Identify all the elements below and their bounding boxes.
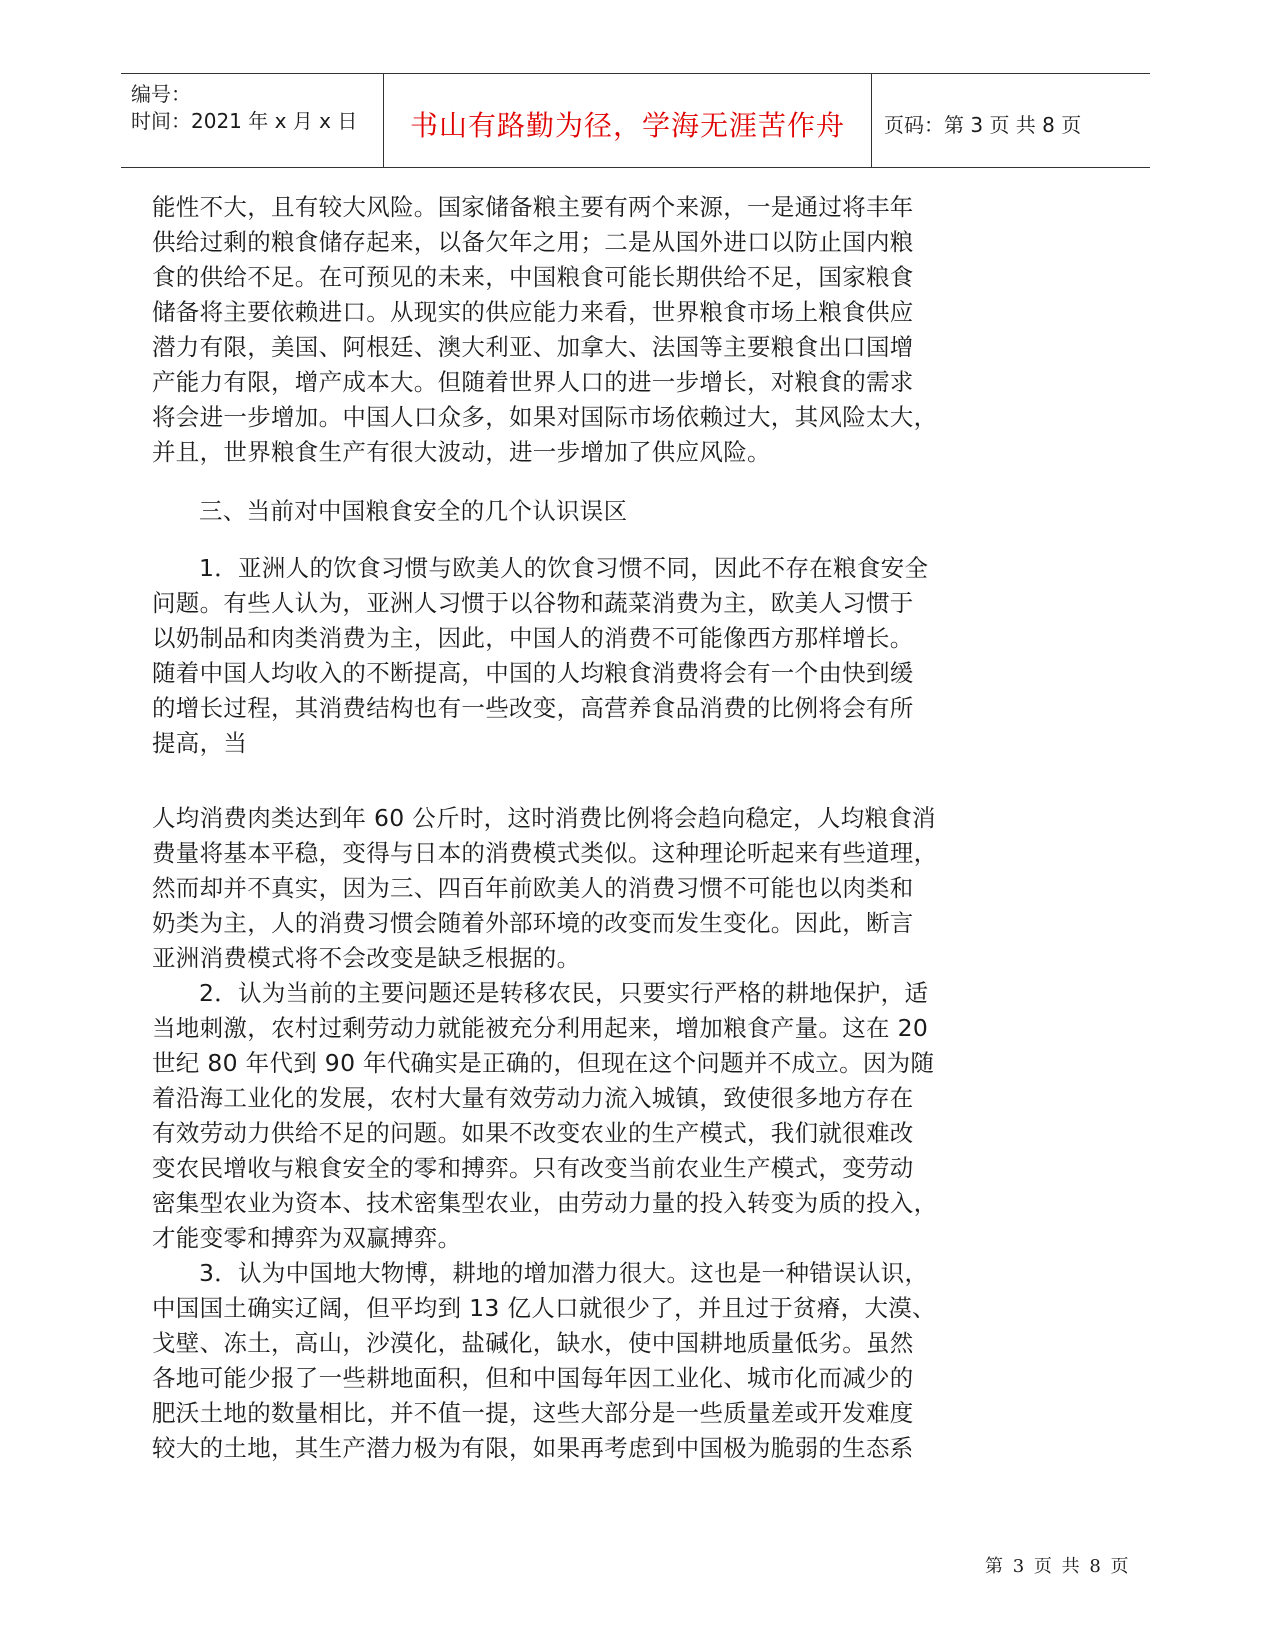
text-line: 供给过剩的粮食储存起来，以备欠年之用；二是从国外进口以防止国内粮 [152,228,914,256]
text-line: 奶类为主，人的消费习惯会随着外部环境的改变而发生变化。因此，断言 [152,909,914,937]
text-line: 食的供给不足。在可预见的未来，中国粮食可能长期供给不足，国家粮食 [152,263,914,291]
text-line: 中国国土确实辽阔，但平均到 13 亿人口就很少了，并且过于贫瘠，大漠、 [152,1294,936,1322]
text-line: 费量将基本平稳，变得与日本的消费模式类似。这种理论听起来有些道理， [152,839,938,867]
text-line: 随着中国人均收入的不断提高，中国的人均粮食消费将会有一个由快到缓 [152,659,914,687]
text-line: 当地刺激，农村过剩劳动力就能被充分利用起来，增加粮食产量。这在 20 [152,1014,929,1042]
text-line: 戈壁、冻土，高山，沙漠化，盐碱化，缺水，使中国耕地质量低劣。虽然 [152,1329,914,1357]
text-line: 变农民增收与粮食安全的零和搏弈。只有改变当前农业生产模式，变劳动 [152,1154,914,1182]
text-line: 问题。有些人认为，亚洲人习惯于以谷物和蔬菜消费为主，欧美人习惯于 [152,589,914,617]
text-line: 较大的土地，其生产潜力极为有限，如果再考虑到中国极为脆弱的生态系 [152,1434,914,1462]
motto: 书山有路勤为径，学海无涯苦作舟 [409,109,845,142]
text-line: 肥沃土地的数量相比，并不值一提，这些大部分是一些质量差或开发难度 [152,1399,914,1427]
number-label: 编号： [131,82,191,106]
text-line: 然而却并不真实，因为三、四百年前欧美人的消费习惯不可能也以肉类和 [152,874,914,902]
text-line: 着沿海工业化的发展，农村大量有效劳动力流入城镇，致使很多地方存在 [152,1084,914,1112]
paragraph-continuation [152,801,967,1466]
page-header [121,73,1150,168]
page-footer: 第 3 页 共 8 页 [985,1556,1131,1577]
text-line: 以奶制品和肉类消费为主，因此，中国人的消费不可能像西方那样增长。 [152,624,914,652]
text-line: 储备将主要依赖进口。从现实的供应能力来看，世界粮食市场上粮食供应 [152,298,914,326]
text-line: 1．亚洲人的饮食习惯与欧美人的饮食习惯不同，因此不存在粮食安全 [199,554,929,582]
text-line: 密集型农业为资本、技术密集型农业，由劳动力量的投入转变为质的投入， [152,1189,938,1217]
text-line: 亚洲消费模式将不会改变是缺乏根据的。 [152,944,581,972]
document-body [152,190,967,1466]
text-line: 各地可能少报了一些耕地面积，但和中国每年因工业化、城市化而减少的 [152,1364,914,1392]
paragraph-reserves [152,190,967,470]
text-line: 2．认为当前的主要问题还是转移农民，只要实行严格的耕地保护，适 [199,979,929,1007]
page-number-label: 页码：第 3 页 共 8 页 [884,113,1082,137]
header-right-cell [872,74,1150,167]
text-line: 能性不大，且有较大风险。国家储备粮主要有两个来源，一是通过将丰年 [152,193,914,221]
header-motto-cell [383,74,872,167]
section-heading: 三、当前对中国粮食安全的几个认识误区 [199,497,628,525]
text-line: 3．认为中国地大物博，耕地的增加潜力很大。这也是一种错误认识， [199,1259,929,1287]
text-line: 人均消费肉类达到年 60 公斤时，这时消费比例将会趋向稳定，人均粮食消 [152,804,936,832]
text-line: 将会进一步增加。中国人口众多，如果对国际市场依赖过大，其风险太大， [152,403,938,431]
text-line: 世纪 80 年代到 90 年代确实是正确的，但现在这个问题并不成立。因为随 [152,1049,935,1077]
text-line: 并且，世界粮食生产有很大波动，进一步增加了供应风险。 [152,438,771,466]
text-line: 产能力有限，增产成本大。但随着世界人口的进一步增长，对粮食的需求 [152,368,914,396]
date-label: 时间：2021 年 x 月 x 日 [131,109,358,133]
header-left-cell [121,74,383,167]
text-line: 才能变零和搏弈为双赢搏弈。 [152,1224,462,1252]
text-line: 潜力有限，美国、阿根廷、澳大利亚、加拿大、法国等主要粮食出口国增 [152,333,914,361]
text-line: 提高，当 [152,729,248,757]
text-line: 的增长过程，其消费结构也有一些改变，高营养食品消费的比例将会有所 [152,694,914,722]
paragraph-misconception-1 [152,551,967,761]
text-line: 有效劳动力供给不足的问题。如果不改变农业的生产模式，我们就很难改 [152,1119,914,1147]
